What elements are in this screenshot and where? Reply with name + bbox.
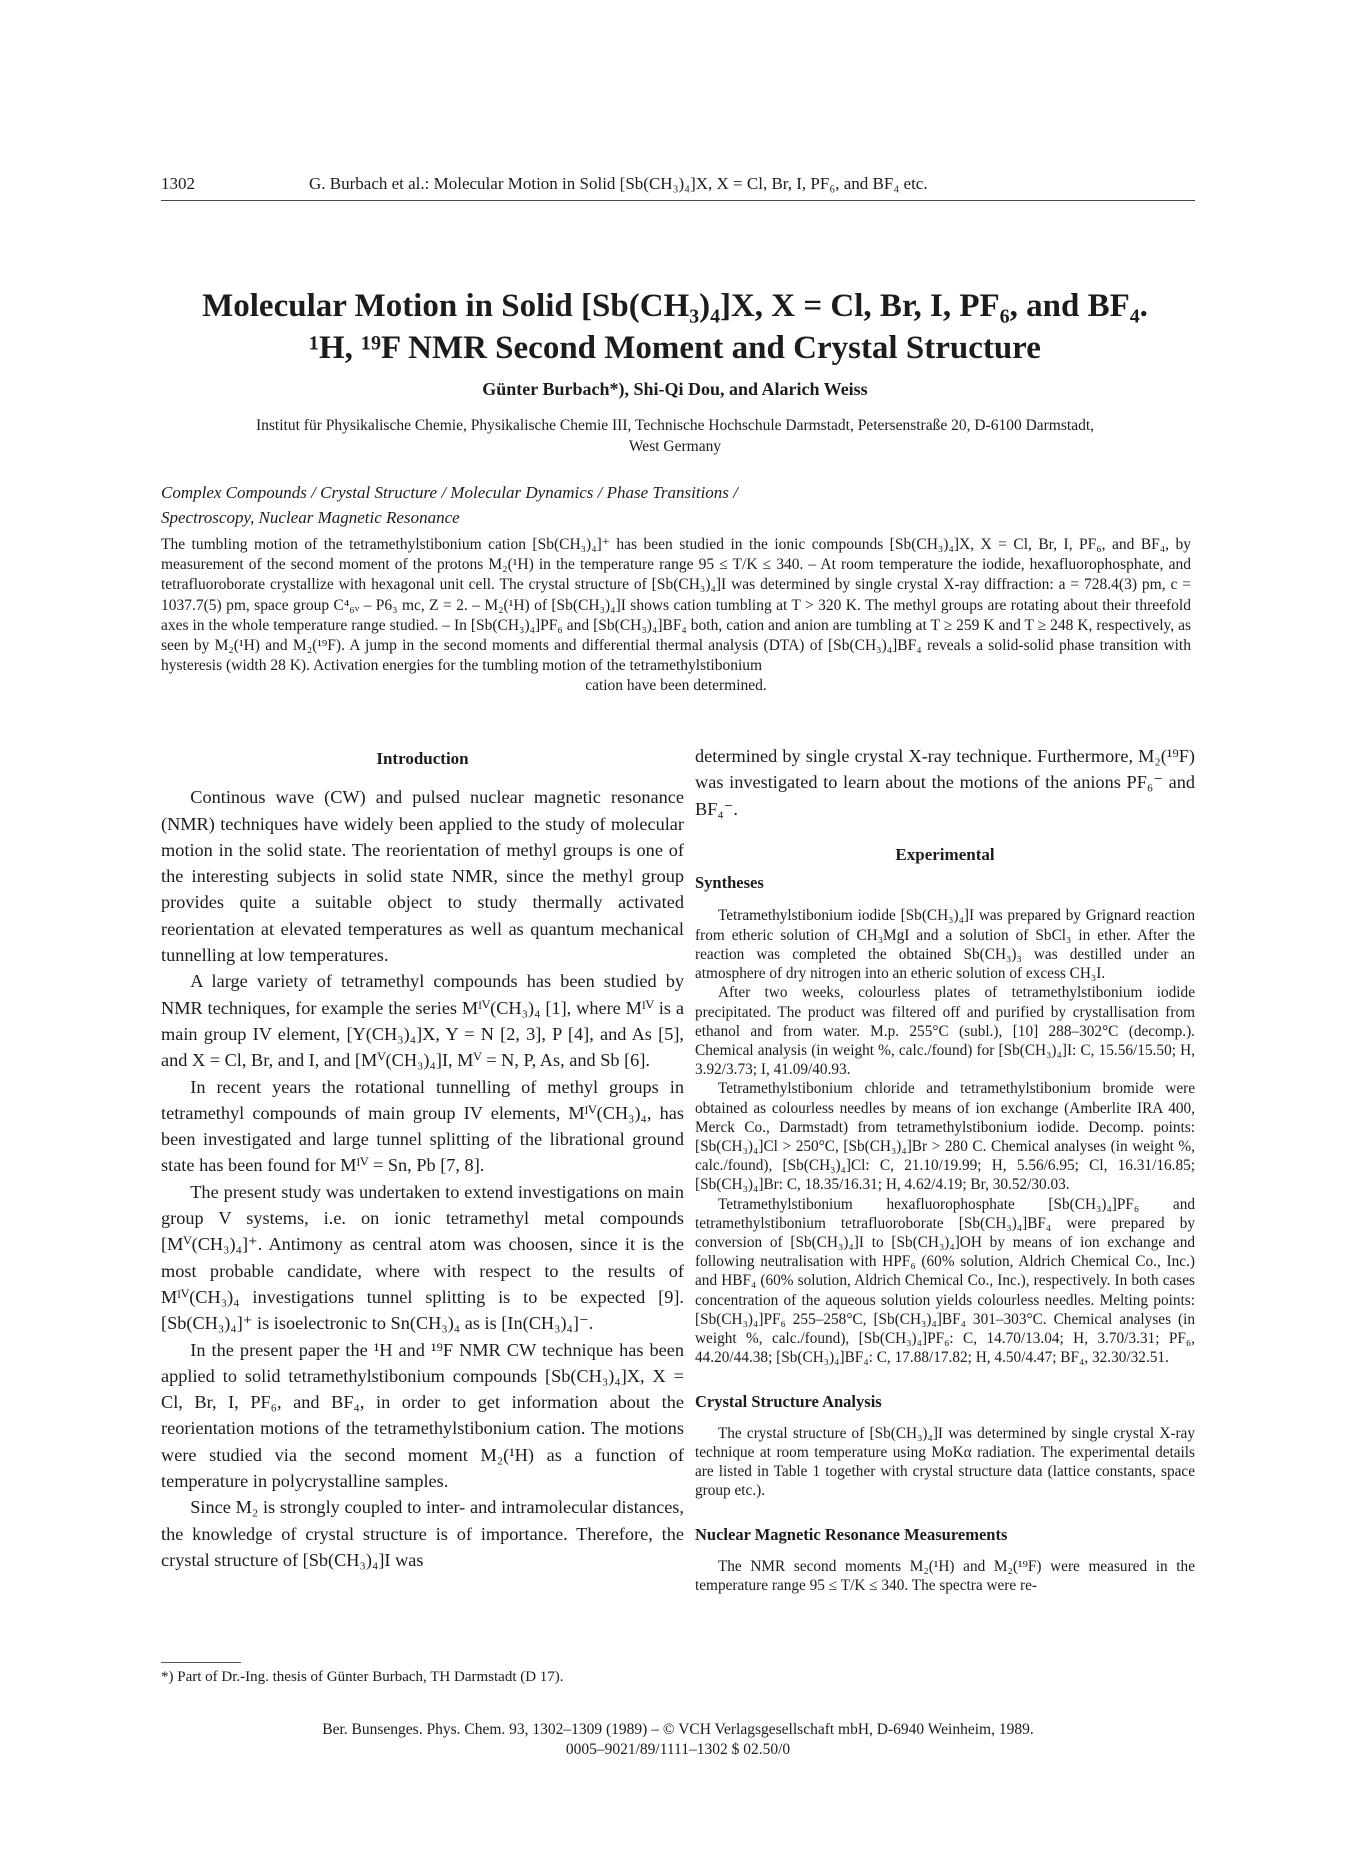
citation-line2: 0005–9021/89/1111–1302 $ 02.50/0 bbox=[565, 1741, 791, 1758]
affiliation bbox=[150, 415, 1200, 457]
syntheses-paragraph: After two weeks, colourless plates of tetramethylstibonium iodide precipitated. The product was filtered off and purified by crystallisation from ethanol and from water. M.p. 255°C (subl.), [10] 288–302°C (decomp.). Chemical analysis (in weight %, calc./found) for [Sb(CH₃)₄]I: C, 15.56/15.50; H, 3.92/3.73; I, 41.09/40.93. bbox=[695, 984, 1195, 1079]
nmr-paragraph: The NMR second moments M₂(¹H) and M₂(¹⁹F) were measured in the temperature range 95 ≤ T/K ≤ 340. The spectra were re- bbox=[695, 1557, 1195, 1594]
abstract-last-line: cation have been determined. bbox=[585, 677, 767, 695]
intro-paragraph: Continous wave (CW) and pulsed nuclear magnetic resonance (NMR) techniques have widely been applied to the study of molecular motion in the solid state. The reorientation of methyl groups is one of the interesting subjects in solid state NMR, since the methyl group provides quite a suitable object to study thermally activated reorientation at elevated temperatures as well as quantum mechanical tunnelling at low temperatures. bbox=[161, 787, 684, 966]
page-number: 1302 bbox=[161, 174, 195, 193]
intro-paragraph: In the present paper the ¹H and ¹⁹F NMR CW technique has been applied to solid tetramethylstibonium compounds [Sb(CH₃)₄]X, X = Cl, Br, I, PF₆, and BF₄, in order to get information about the reorientation motions of the tetramethylstibonium cation. The motions were studied via the second moment M₂(¹H) as a function of temperature in polycrystalline samples. bbox=[161, 1339, 684, 1492]
syntheses-paragraph: Tetramethylstibonium iodide [Sb(CH₃)₄]I was prepared by Grignard reaction from etheric solution of CH₃MgI and a solution of SbCl₃ in ether. After the reaction was completed the obtained Sb(CH₃)₃ was destilled under an atmosphere of dry nitrogen into an etheric solution of excess CH₃I. bbox=[695, 907, 1195, 983]
nmr-heading: Nuclear Magnetic Resonance Measurements bbox=[695, 1525, 1008, 1545]
intro-paragraph: The present study was undertaken to extend investigations on main group V systems, i.e. on ionic tetramethyl metal compounds [Mⱽ(CH₃)₄]⁺. Antimony as central atom was choosen, since it is the most probable candidate, where with respect to the results of Mᴵⱽ(CH₃)₄ investigations tunnel splitting is to be expected [9]. [Sb(CH₃)₄]⁺ is isoelectronic to Sn(CH₃)₄ as is [In(CH₃)₄]⁻. bbox=[161, 1181, 684, 1334]
nmr-text bbox=[695, 1557, 1195, 1595]
introduction-heading: Introduction bbox=[376, 749, 469, 768]
running-title: G. Burbach et al.: Molecular Motion in Solid [Sb(CH₃)₄]X, X = Cl, Br, I, PF₆, and BF₄ etc. bbox=[309, 174, 928, 193]
intro-continuation: determined by single crystal X-ray technique. Furthermore, M₂(¹⁹F) was investigated to learn about the motions of the anions PF₆⁻ and BF₄⁻. bbox=[695, 746, 1195, 819]
abstract bbox=[161, 535, 1191, 697]
right-column bbox=[695, 743, 1195, 1595]
intro-paragraph: In recent years the rotational tunnelling of methyl groups in tetramethyl compounds of main group IV elements, Mᴵⱽ(CH₃)₄, has been investigated and large tunnel splitting of the librational ground state has been found for Mᴵⱽ = Sn, Pb [7, 8]. bbox=[161, 1076, 684, 1176]
keywords-line2: Spectroscopy, Nuclear Magnetic Resonance bbox=[161, 508, 460, 527]
crystal-paragraph: The crystal structure of [Sb(CH₃)₄]I was determined by single crystal X-ray technique at room temperature using MoKα radiation. The experimental details are listed in Table 1 together with crystal structure data (lattice constants, space group etc.). bbox=[695, 1424, 1195, 1500]
running-header bbox=[161, 174, 1195, 201]
syntheses-paragraph: Tetramethylstibonium chloride and tetramethylstibonium bromide were obtained as colourless needles by means of ion exchange (Amberlite IRA 400, Merck Co., Darmstadt) from tetramethylstibonium iodide. Decomp. points: [Sb(CH₃)₄]Cl > 250°C, [Sb(CH₃)₄]Br > 280 C. Chemical analyses (in weight %, calc./found), [Sb(CH₃)₄]Cl: C, 21.10/19.99; H, 5.56/6.95; Cl, 16.31/16.85; [Sb(CH₃)₄]Br: C, 18.35/16.31; H, 4.62/4.19; Br, 30.52/30.03. bbox=[695, 1080, 1195, 1194]
keywords bbox=[161, 480, 1191, 530]
syntheses-paragraph: Tetramethylstibonium hexafluorophosphate [Sb(CH₃)₄]PF₆ and tetramethylstibonium tetrafluoroborate [Sb(CH₃)₄]BF₄ were prepared by conversion of [Sb(CH₃)₄]I to [Sb(CH₃)₄]OH by means of ion exchange and following neutralisation with HPF₆ (60% solution, Aldrich Chemical Co., Inc.) and HBF₄ (60% solution, Aldrich Chemical Co., Inc.), respectively. In both cases concentration of the aqueous solution yields colourless needles. Melting points: [Sb(CH₃)₄]PF₆ 255–258°C, [Sb(CH₃)₄]BF₄ 301–303°C. Chemical analyses (in weight %, calc./found), [Sb(CH₃)₄]PF₆: C, 14.70/13.04; H, 3.70/3.31; PF₆, 44.20/44.38; [Sb(CH₃)₄]BF₄: C, 17.88/17.82; H, 4.50/4.47; BF₄, 32.30/32.51. bbox=[695, 1195, 1195, 1367]
introduction-section bbox=[161, 746, 684, 1573]
journal-citation bbox=[161, 1720, 1195, 1760]
affiliation-line2: West Germany bbox=[628, 438, 722, 455]
paper-title-line1: Molecular Motion in Solid [Sb(CH₃)₄]X, X = Cl, Br, I, PF₆, and BF₄. bbox=[202, 288, 1148, 324]
crystal-text bbox=[695, 1424, 1195, 1501]
intro-paragraph: A large variety of tetramethyl compounds has been studied by NMR techniques, for example the series Mᴵⱽ(CH₃)₄ [1], where Mᴵⱽ is a main group IV element, [Y(CH₃)₄]X, Y = N [2, 3], P [4], and As [5], and X = Cl, Br, and I, and [Mⱽ(CH₃)₄]I, Mⱽ = N, P, As, and Sb [6]. bbox=[161, 971, 684, 1071]
paper-title-line2: ¹H, ¹⁹F NMR Second Moment and Crystal Structure bbox=[309, 330, 1041, 366]
experimental-heading: Experimental bbox=[895, 844, 995, 864]
intro-paragraph: Since M₂ is strongly coupled to inter- and intramolecular distances, the knowledge of crystal structure is of importance. Therefore, the crystal structure of [Sb(CH₃)₄]I was bbox=[161, 1497, 684, 1570]
authors: Günter Burbach*), Shi-Qi Dou, and Alarich Weiss bbox=[482, 379, 868, 399]
footnote: *) Part of Dr.-Ing. thesis of Günter Burbach, TH Darmstadt (D 17). bbox=[161, 1669, 564, 1685]
syntheses-heading: Syntheses bbox=[695, 873, 764, 893]
keywords-line1: Complex Compounds / Crystal Structure / Molecular Dynamics / Phase Transitions / bbox=[161, 483, 738, 502]
affiliation-line1: Institut für Physikalische Chemie, Physikalische Chemie III, Technische Hochschule Darmstadt, Petersenstraße 20, D-6100 Darmstadt, bbox=[255, 417, 1095, 434]
footnote-rule bbox=[161, 1662, 241, 1663]
syntheses-text bbox=[695, 906, 1195, 1367]
citation-line1: Ber. Bunsenges. Phys. Chem. 93, 1302–1309 (1989) – © VCH Verlagsgesellschaft mbH, D-6940 Weinheim, 1989. bbox=[322, 1721, 1034, 1738]
crystal-heading: Crystal Structure Analysis bbox=[695, 1392, 882, 1412]
abstract-body: The tumbling motion of the tetramethylstibonium cation [Sb(CH₃)₄]⁺ has been studied in the ionic compounds [Sb(CH₃)₄]X, X = Cl, Br, I, PF₆, and BF₄, by measurement of the second moment of the protons M₂(¹H) in the temperature range 95 ≤ T/K ≤ 340. – At room temperature the iodide, hexafluorophosphate, and tetrafluoroborate crystallize with hexagonal unit cell. The crystal structure of [Sb(CH₃)₄]I was determined by single crystal X-ray diffraction: a = 728.4(3) pm, c = 1037.7(5) pm, space group C⁴₆ᵥ – P6₃ mc, Z = 2. – M₂(¹H) of [Sb(CH₃)₄]I shows cation tumbling at T > 320 K. The methyl groups are rotating about their threefold axes in the whole temperature range studied. – In [Sb(CH₃)₄]PF₆ and [Sb(CH₃)₄]BF₄ both, cation and anion are tumbling at T ≥ 259 K and T ≥ 248 K, respectively, as seen by M₂(¹H) and M₂(¹⁹F). A jump in the second moments and differential thermal analysis (DTA) of [Sb(CH₃)₄]BF₄ reveals a solid-solid phase transition with hysteresis (width 28 K). Activation energies for the tumbling motion of the tetramethylstibonium bbox=[161, 536, 1191, 675]
